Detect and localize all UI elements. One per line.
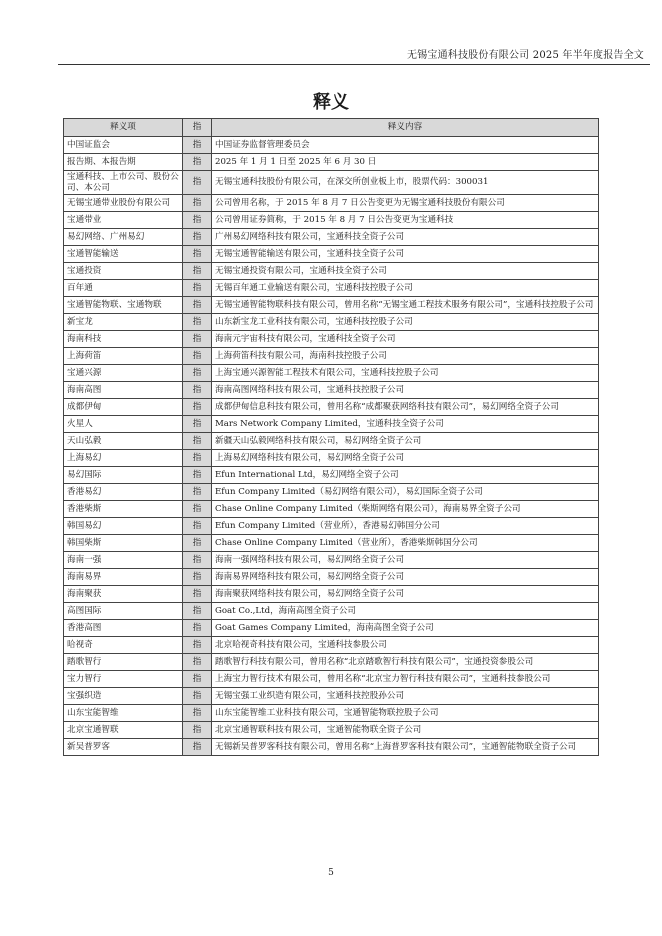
table-row [64,382,599,399]
term-cell: 高图国际 [64,603,183,620]
description-cell: 上海宝通兴源智能工程技术有限公司，宝通科技控股子公司 [212,365,599,382]
description-cell: 无锡宝通科技股份有限公司，在深交所创业板上市，股票代码：300031 [212,171,599,195]
term-cell: 宝通智能物联、宝通物联 [64,297,183,314]
table-row [64,654,599,671]
ref-cell: 指 [183,280,212,297]
column-header-desc: 释义内容 [212,119,599,137]
table-row [64,722,599,739]
term-cell: 海南易界 [64,569,183,586]
term-cell: 宝通带业 [64,212,183,229]
description-cell: 上海宝力智行技术有限公司，曾用名称“北京宝力智行科技有限公司”，宝通科技参股公司 [212,671,599,688]
description-cell: Goat Games Company Limited，海南高图全资子公司 [212,620,599,637]
table-row [64,535,599,552]
table-row [64,637,599,654]
description-cell: Efun International Ltd，易幻网络全资子公司 [212,467,599,484]
ref-cell: 指 [183,620,212,637]
term-cell: 易幻网络、广州易幻 [64,229,183,246]
ref-cell: 指 [183,569,212,586]
table-row [64,603,599,620]
term-cell: 海南聚获 [64,586,183,603]
term-cell: 韩国柴斯 [64,535,183,552]
table-row [64,229,599,246]
table-row [64,433,599,450]
table-row [64,501,599,518]
ref-cell: 指 [183,518,212,535]
term-cell: 宝通投资 [64,263,183,280]
term-cell: 宝通兴源 [64,365,183,382]
table-row [64,739,599,756]
table-row [64,620,599,637]
table-row [64,705,599,722]
table-row [64,171,599,195]
table-row [64,467,599,484]
description-cell: 无锡新吴普罗客科技有限公司，曾用名称“上海普罗客科技有限公司”，宝通智能物联全资子公司 [212,739,599,756]
term-cell: 海南一强 [64,552,183,569]
ref-cell: 指 [183,671,212,688]
description-cell: 公司曾用证券简称，于 2015 年 8 月 7 日公告变更为宝通科技 [212,212,599,229]
ref-cell: 指 [183,416,212,433]
table-row [64,348,599,365]
term-cell: 宝通科技、上市公司、股份公司、本公司 [64,171,183,195]
ref-cell: 指 [183,348,212,365]
table-row [64,416,599,433]
table-row [64,518,599,535]
ref-cell: 指 [183,195,212,212]
description-cell: Mars Network Company Limited，宝通科技全资子公司 [212,416,599,433]
description-cell: 上海易幻网络科技有限公司，易幻网络全资子公司 [212,450,599,467]
ref-cell: 指 [183,433,212,450]
term-cell: 山东宝能智维 [64,705,183,722]
ref-cell: 指 [183,688,212,705]
ref-cell: 指 [183,654,212,671]
definitions-table [63,118,599,756]
table-row [64,154,599,171]
term-cell: 新宝龙 [64,314,183,331]
table-row [64,450,599,467]
table-header-row [64,119,599,137]
term-cell: 成都伊甸 [64,399,183,416]
term-cell: 韩国易幻 [64,518,183,535]
ref-cell: 指 [183,603,212,620]
description-cell: Goat Co.,Ltd，海南高图全资子公司 [212,603,599,620]
ref-cell: 指 [183,137,212,154]
description-cell: Efun Company Limited（营业所），香港易幻韩国分公司 [212,518,599,535]
term-cell: 海南高图 [64,382,183,399]
ref-cell: 指 [183,171,212,195]
table-row [64,280,599,297]
table-row [64,314,599,331]
description-cell: 山东宝能智维工业科技有限公司，宝通智能物联控股子公司 [212,705,599,722]
term-cell: 易幻国际 [64,467,183,484]
term-cell: 上海易幻 [64,450,183,467]
description-cell: 中国证券监督管理委员会 [212,137,599,154]
description-cell: Chase Online Company Limited（柴斯网络有限公司），海南易界全资子公司 [212,501,599,518]
table-row [64,195,599,212]
term-cell: 踏歌智行 [64,654,183,671]
term-cell: 宝通智能输送 [64,246,183,263]
term-cell: 宝强织造 [64,688,183,705]
description-cell: 2025 年 1 月 1 日至 2025 年 6 月 30 日 [212,154,599,171]
ref-cell: 指 [183,705,212,722]
ref-cell: 指 [183,722,212,739]
ref-cell: 指 [183,212,212,229]
table-row [64,671,599,688]
term-cell: 海南科技 [64,331,183,348]
table-row [64,552,599,569]
description-cell: 踏歌智行科技有限公司，曾用名称“北京踏歌智行科技有限公司”，宝通投资参股公司 [212,654,599,671]
table-row [64,212,599,229]
description-cell: 海南元宇宙科技有限公司，宝通科技全资子公司 [212,331,599,348]
description-cell: 无锡宝通投资有限公司，宝通科技全资子公司 [212,263,599,280]
table-row [64,569,599,586]
table-row [64,365,599,382]
description-cell: 北京宝通智联科技有限公司，宝通智能物联全资子公司 [212,722,599,739]
definitions-table-body [64,137,599,756]
ref-cell: 指 [183,263,212,280]
term-cell: 中国证监会 [64,137,183,154]
table-row [64,331,599,348]
term-cell: 无锡宝通带业股份有限公司 [64,195,183,212]
table-row [64,263,599,280]
ref-cell: 指 [183,331,212,348]
table-row [64,586,599,603]
term-cell: 新吴普罗客 [64,739,183,756]
ref-cell: 指 [183,501,212,518]
description-cell: 无锡百年通工业输送有限公司，宝通科技控股子公司 [212,280,599,297]
ref-cell: 指 [183,739,212,756]
table-row [64,137,599,154]
term-cell: 百年通 [64,280,183,297]
term-cell: 香港易幻 [64,484,183,501]
ref-cell: 指 [183,399,212,416]
ref-cell: 指 [183,552,212,569]
page-number: 5 [328,868,334,878]
description-cell: 山东新宝龙工业科技有限公司，宝通科技控股子公司 [212,314,599,331]
ref-cell: 指 [183,586,212,603]
section-title: 释义 [313,92,349,113]
term-cell: 报告期、本报告期 [64,154,183,171]
description-cell: 海南高图网络科技有限公司，宝通科技控股子公司 [212,382,599,399]
description-cell: 海南聚获网络科技有限公司，易幻网络全资子公司 [212,586,599,603]
page-header: 无锡宝通科技股份有限公司 2025 年半年度报告全文 [406,50,644,61]
description-cell: 海南易界网络科技有限公司，易幻网络全资子公司 [212,569,599,586]
ref-cell: 指 [183,535,212,552]
header-divider [58,64,650,65]
description-cell: 广州易幻网络科技有限公司，宝通科技全资子公司 [212,229,599,246]
ref-cell: 指 [183,365,212,382]
table-row [64,297,599,314]
description-cell: 海南一强网络科技有限公司，易幻网络全资子公司 [212,552,599,569]
term-cell: 宝力智行 [64,671,183,688]
term-cell: 上海荷笛 [64,348,183,365]
description-cell: 上海荷笛科技有限公司，海南科技控股子公司 [212,348,599,365]
term-cell: 北京宝通智联 [64,722,183,739]
description-cell: 公司曾用名称，于 2015 年 8 月 7 日公告变更为无锡宝通科技股份有限公司 [212,195,599,212]
table-row [64,399,599,416]
term-cell: 哈视奇 [64,637,183,654]
description-cell: 北京哈视奇科技有限公司，宝通科技参股公司 [212,637,599,654]
description-cell: 新疆天山弘毅网络科技有限公司，易幻网络全资子公司 [212,433,599,450]
ref-cell: 指 [183,154,212,171]
term-cell: 天山弘毅 [64,433,183,450]
table-row [64,688,599,705]
column-header-term: 释义项 [64,119,183,137]
ref-cell: 指 [183,297,212,314]
ref-cell: 指 [183,246,212,263]
description-cell: 无锡宝通智能输送有限公司，宝通科技全资子公司 [212,246,599,263]
table-row [64,484,599,501]
term-cell: 香港高图 [64,620,183,637]
column-header-ref: 指 [183,119,212,137]
ref-cell: 指 [183,229,212,246]
description-cell: Chase Online Company Limited（营业所），香港柴斯韩国分公司 [212,535,599,552]
ref-cell: 指 [183,382,212,399]
description-cell: 无锡宝强工业织造有限公司，宝通科技控股孙公司 [212,688,599,705]
description-cell: Efun Company Limited（易幻网络有限公司），易幻国际全资子公司 [212,484,599,501]
description-cell: 成都伊甸信息科技有限公司，曾用名称“成都聚获网络科技有限公司”，易幻网络全资子公司 [212,399,599,416]
table-row [64,246,599,263]
term-cell: 火星人 [64,416,183,433]
ref-cell: 指 [183,484,212,501]
ref-cell: 指 [183,314,212,331]
description-cell: 无锡宝通智能物联科技有限公司，曾用名称“无锡宝通工程技术服务有限公司”，宝通科技控股子公司 [212,297,599,314]
term-cell: 香港柴斯 [64,501,183,518]
ref-cell: 指 [183,450,212,467]
ref-cell: 指 [183,637,212,654]
ref-cell: 指 [183,467,212,484]
